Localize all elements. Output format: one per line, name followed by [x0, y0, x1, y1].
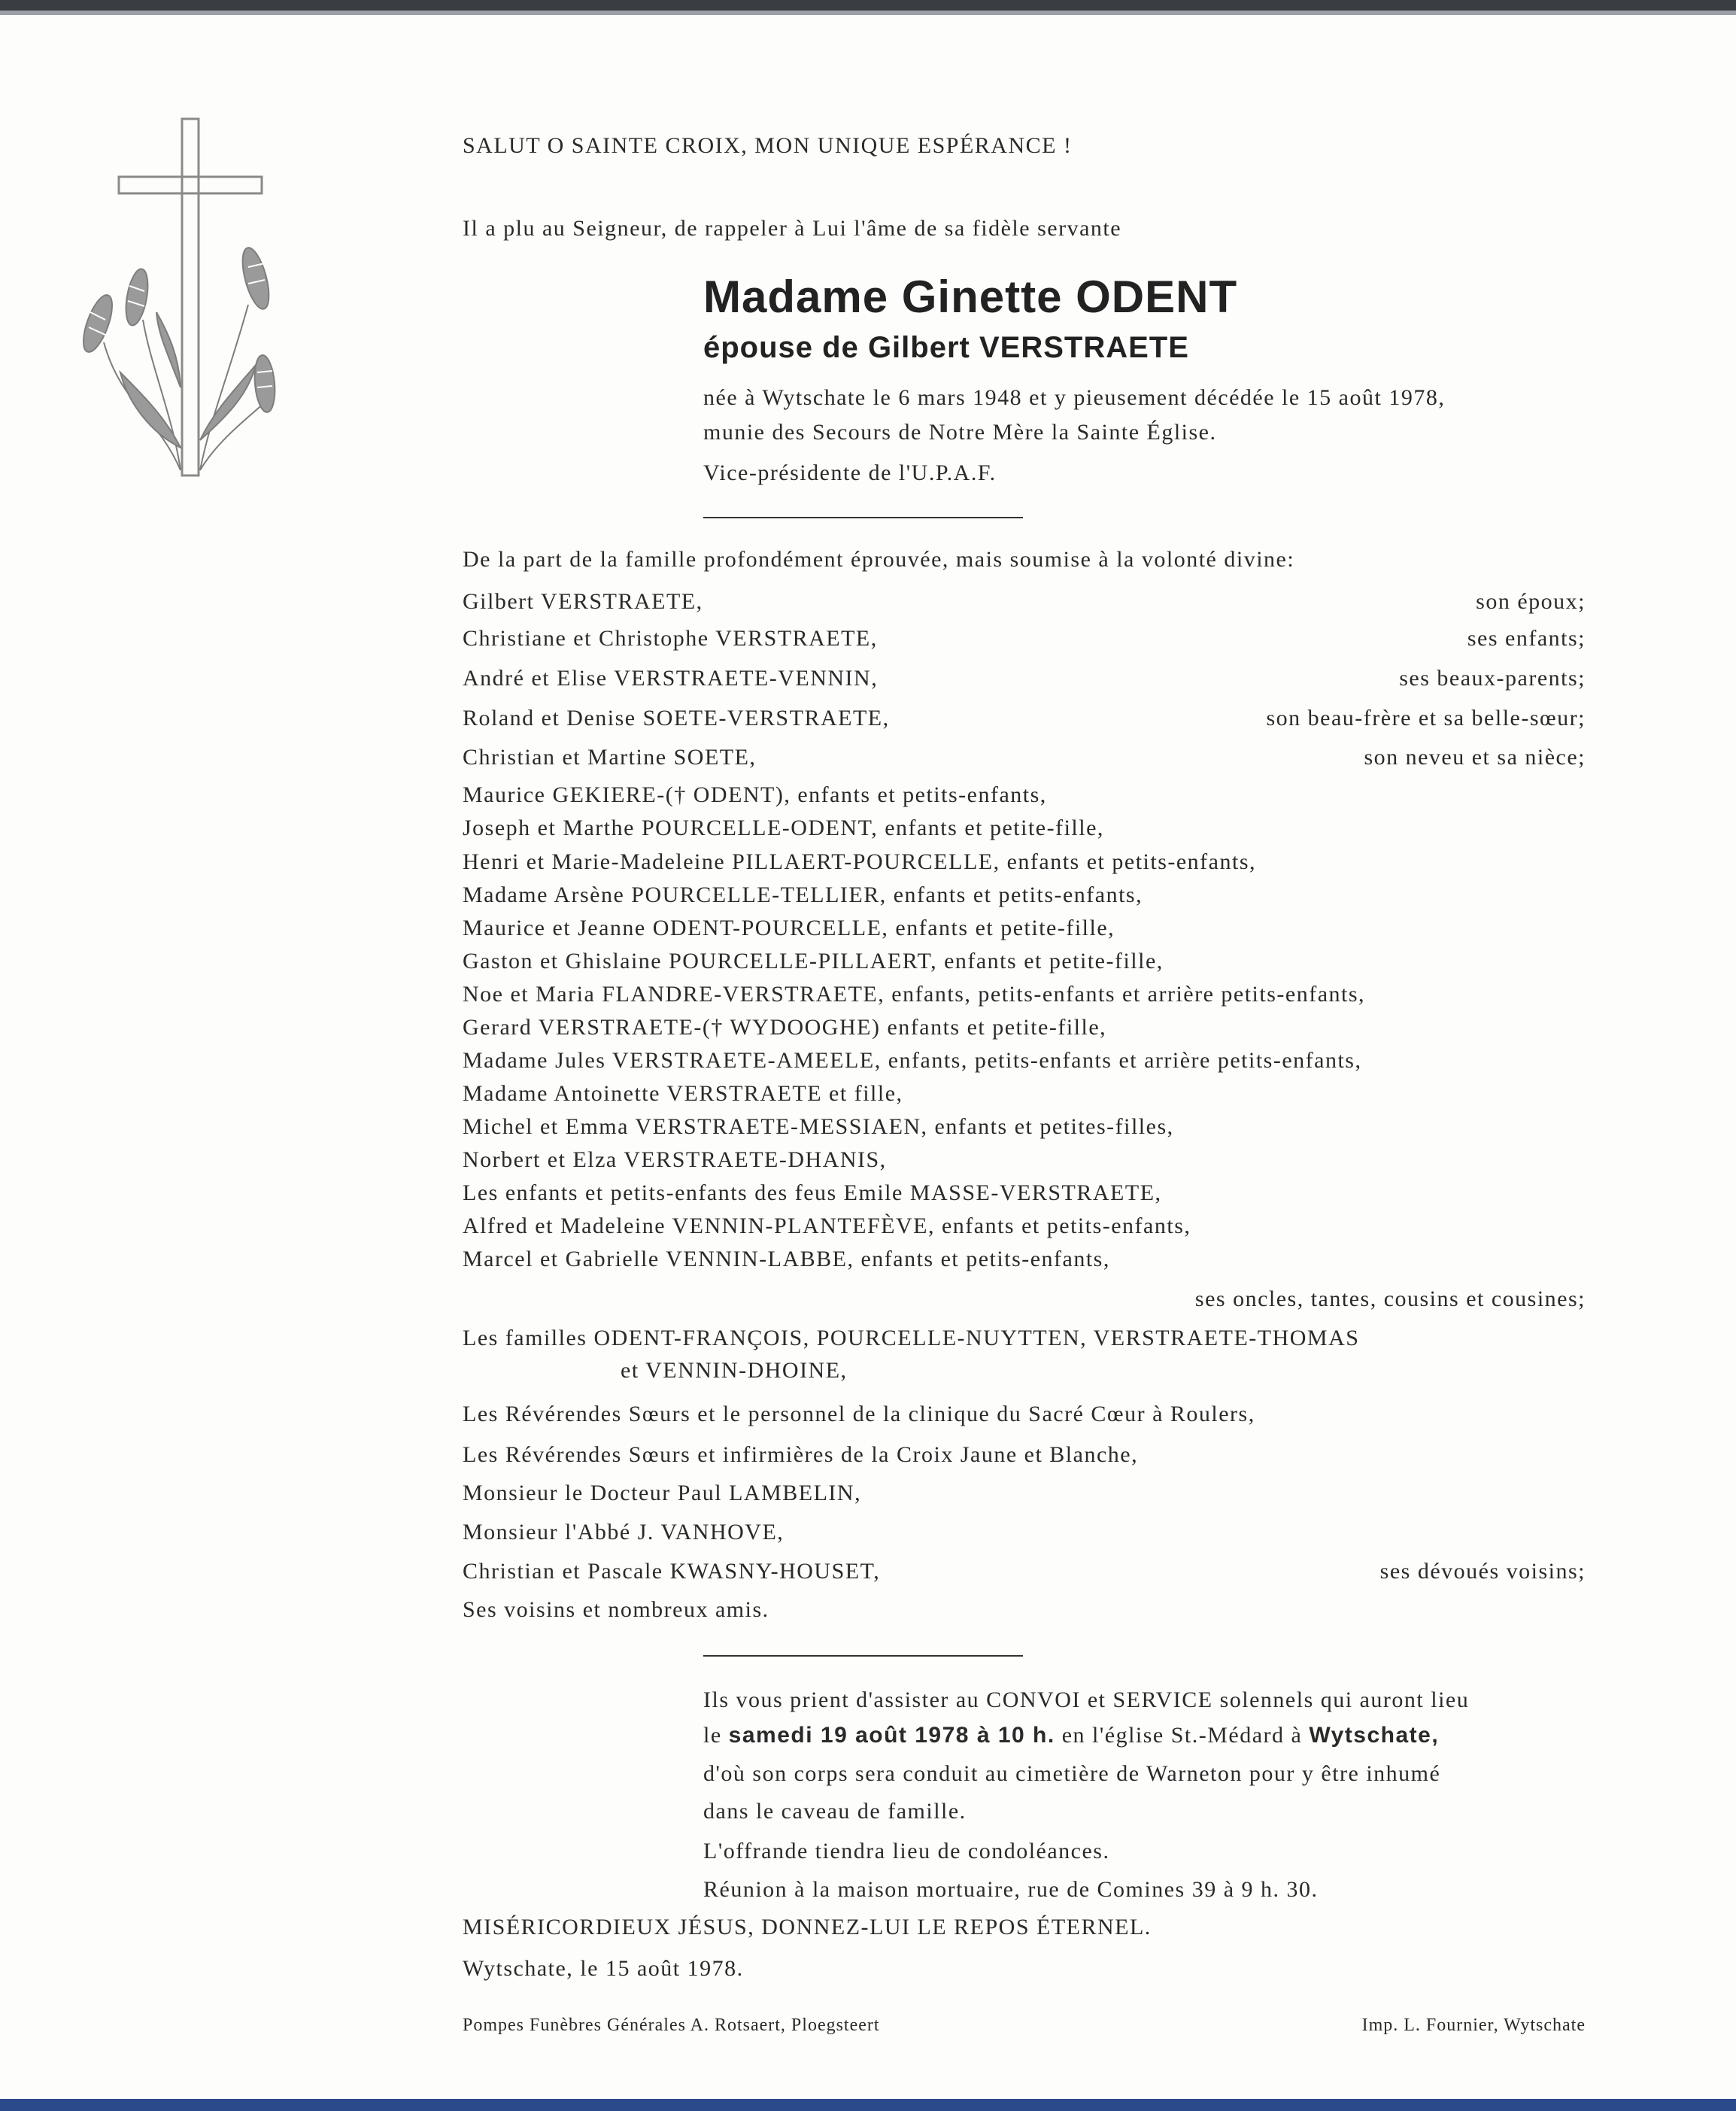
scan-bottom-edge	[0, 2099, 1736, 2111]
service-line-2	[703, 1723, 1439, 1748]
family-relation: son époux;	[1476, 589, 1586, 614]
other-line: Christian et Pascale KWASNY-HOUSET,	[463, 1559, 881, 1584]
family-relation: son neveu et sa nièce;	[1364, 745, 1586, 770]
family-member: Madame Arsène POURCELLE-TELLIER, enfants et petits-enfants,	[463, 882, 1143, 907]
other-line: Ses voisins et nombreux amis.	[463, 1597, 769, 1622]
place-date: Wytschate, le 15 août 1978.	[463, 1956, 744, 1981]
family-member: Norbert et Elza VERSTRAETE-DHANIS,	[463, 1147, 887, 1172]
family-member: Christian et Martine SOETE,	[463, 745, 757, 770]
other-line: Les Révérendes Sœurs et le personnel de la clinique du Sacré Cœur à Roulers,	[463, 1402, 1255, 1426]
service-line-4: dans le caveau de famille.	[703, 1799, 967, 1824]
family-member: Les enfants et petits-enfants des feus Emile MASSE-VERSTRAETE,	[463, 1180, 1162, 1205]
other-relation: ses dévoués voisins;	[1379, 1559, 1586, 1584]
service-date: samedi 19 août 1978 à 10 h.	[728, 1723, 1055, 1748]
families-line-1: Les familles ODENT-FRANÇOIS, POURCELLE-NUYTTEN, VERSTRAETE-THOMAS	[463, 1326, 1360, 1350]
divider-2	[703, 1655, 1023, 1657]
other-line: Les Révérendes Sœurs et infirmières de la Croix Jaune et Blanche,	[463, 1442, 1139, 1467]
other-line: Monsieur l'Abbé J. VANHOVE,	[463, 1520, 785, 1545]
service-church: en l'église St.-Médard à	[1061, 1723, 1303, 1748]
family-member: Christiane et Christophe VERSTRAETE,	[463, 626, 878, 651]
footer-left: Pompes Funèbres Générales A. Rotsaert, Ploegsteert	[463, 2015, 880, 2035]
family-relation-summary: ses oncles, tantes, cousins et cousines;	[1194, 1286, 1586, 1311]
birth-death: née à Wytschate le 6 mars 1948 et y pieusement décédée le 15 août 1978,	[703, 385, 1446, 410]
cross-with-wheat-icon	[68, 117, 286, 485]
family-relation: son beau-frère et sa belle-sœur;	[1266, 706, 1586, 730]
header-line: SALUT O SAINTE CROIX, MON UNIQUE ESPÉRANCE !	[463, 133, 1073, 158]
family-member: André et Elise VERSTRAETE-VENNIN,	[463, 666, 879, 691]
service-line-6: Réunion à la maison mortuaire, rue de Comines 39 à 9 h. 30.	[703, 1877, 1319, 1902]
family-member: Maurice et Jeanne ODENT-POURCELLE, enfants et petite-fille,	[463, 916, 1115, 940]
deceased-spouse: épouse de Gilbert VERSTRAETE	[703, 331, 1189, 364]
service-line-1: Ils vous prient d'assister au CONVOI et SERVICE solennels qui auront lieu	[703, 1687, 1470, 1712]
families-line-2: et VENNIN-DHOINE,	[621, 1358, 848, 1383]
family-intro: De la part de la famille profondément éprouvée, mais soumise à la volonté divine:	[463, 547, 1295, 572]
closing-prayer: MISÉRICORDIEUX JÉSUS, DONNEZ-LUI LE REPOS ÉTERNEL.	[463, 1915, 1152, 1939]
role: Vice-présidente de l'U.P.A.F.	[703, 460, 997, 485]
family-member: Henri et Marie-Madeleine PILLAERT-POURCELLE, enfants et petits-enfants,	[463, 849, 1257, 874]
family-relation: ses beaux-parents;	[1399, 666, 1586, 691]
family-member: Gaston et Ghislaine POURCELLE-PILLAERT, enfants et petite-fille,	[463, 949, 1164, 973]
family-member: Roland et Denise SOETE-VERSTRAETE,	[463, 706, 890, 730]
deceased-name: Madame Ginette ODENT	[703, 272, 1238, 322]
service-le: le	[703, 1723, 722, 1748]
family-member: Maurice GEKIERE-(† ODENT), enfants et petits-enfants,	[463, 782, 1047, 807]
divider-1	[703, 517, 1023, 518]
intro-line: Il a plu au Seigneur, de rappeler à Lui l'âme de sa fidèle servante	[463, 216, 1122, 241]
family-member: Gerard VERSTRAETE-(† WYDOOGHE) enfants et petite-fille,	[463, 1015, 1107, 1040]
family-relation: ses enfants;	[1467, 626, 1586, 651]
service-place: Wytschate,	[1309, 1723, 1440, 1748]
family-member: Madame Antoinette VERSTRAETE et fille,	[463, 1081, 903, 1106]
family-member: Noe et Maria FLANDRE-VERSTRAETE, enfants, petits-enfants et arrière petits-enfants,	[463, 982, 1366, 1007]
footer-right: Imp. L. Fournier, Wytschate	[1361, 2015, 1586, 2035]
scan-top-edge	[0, 0, 1736, 11]
other-line: Monsieur le Docteur Paul LAMBELIN,	[463, 1481, 862, 1505]
family-member: Alfred et Madeleine VENNIN-PLANTEFÈVE, enfants et petits-enfants,	[463, 1213, 1191, 1238]
family-member: Madame Jules VERSTRAETE-AMEELE, enfants, petits-enfants et arrière petits-enfants,	[463, 1048, 1362, 1073]
family-member: Michel et Emma VERSTRAETE-MESSIAEN, enfants et petites-filles,	[463, 1114, 1174, 1139]
family-member: Joseph et Marthe POURCELLE-ODENT, enfants et petite-fille,	[463, 816, 1104, 840]
service-line-3: d'où son corps sera conduit au cimetière de Warneton pour y être inhumé	[703, 1761, 1441, 1786]
scan-top-edge-shadow	[0, 11, 1736, 15]
family-member: Gilbert VERSTRAETE,	[463, 589, 703, 614]
sacraments: munie des Secours de Notre Mère la Sainte Église.	[703, 420, 1217, 445]
service-line-5: L'offrande tiendra lieu de condoléances.	[703, 1839, 1110, 1863]
family-member: Marcel et Gabrielle VENNIN-LABBE, enfants et petits-enfants,	[463, 1247, 1110, 1271]
